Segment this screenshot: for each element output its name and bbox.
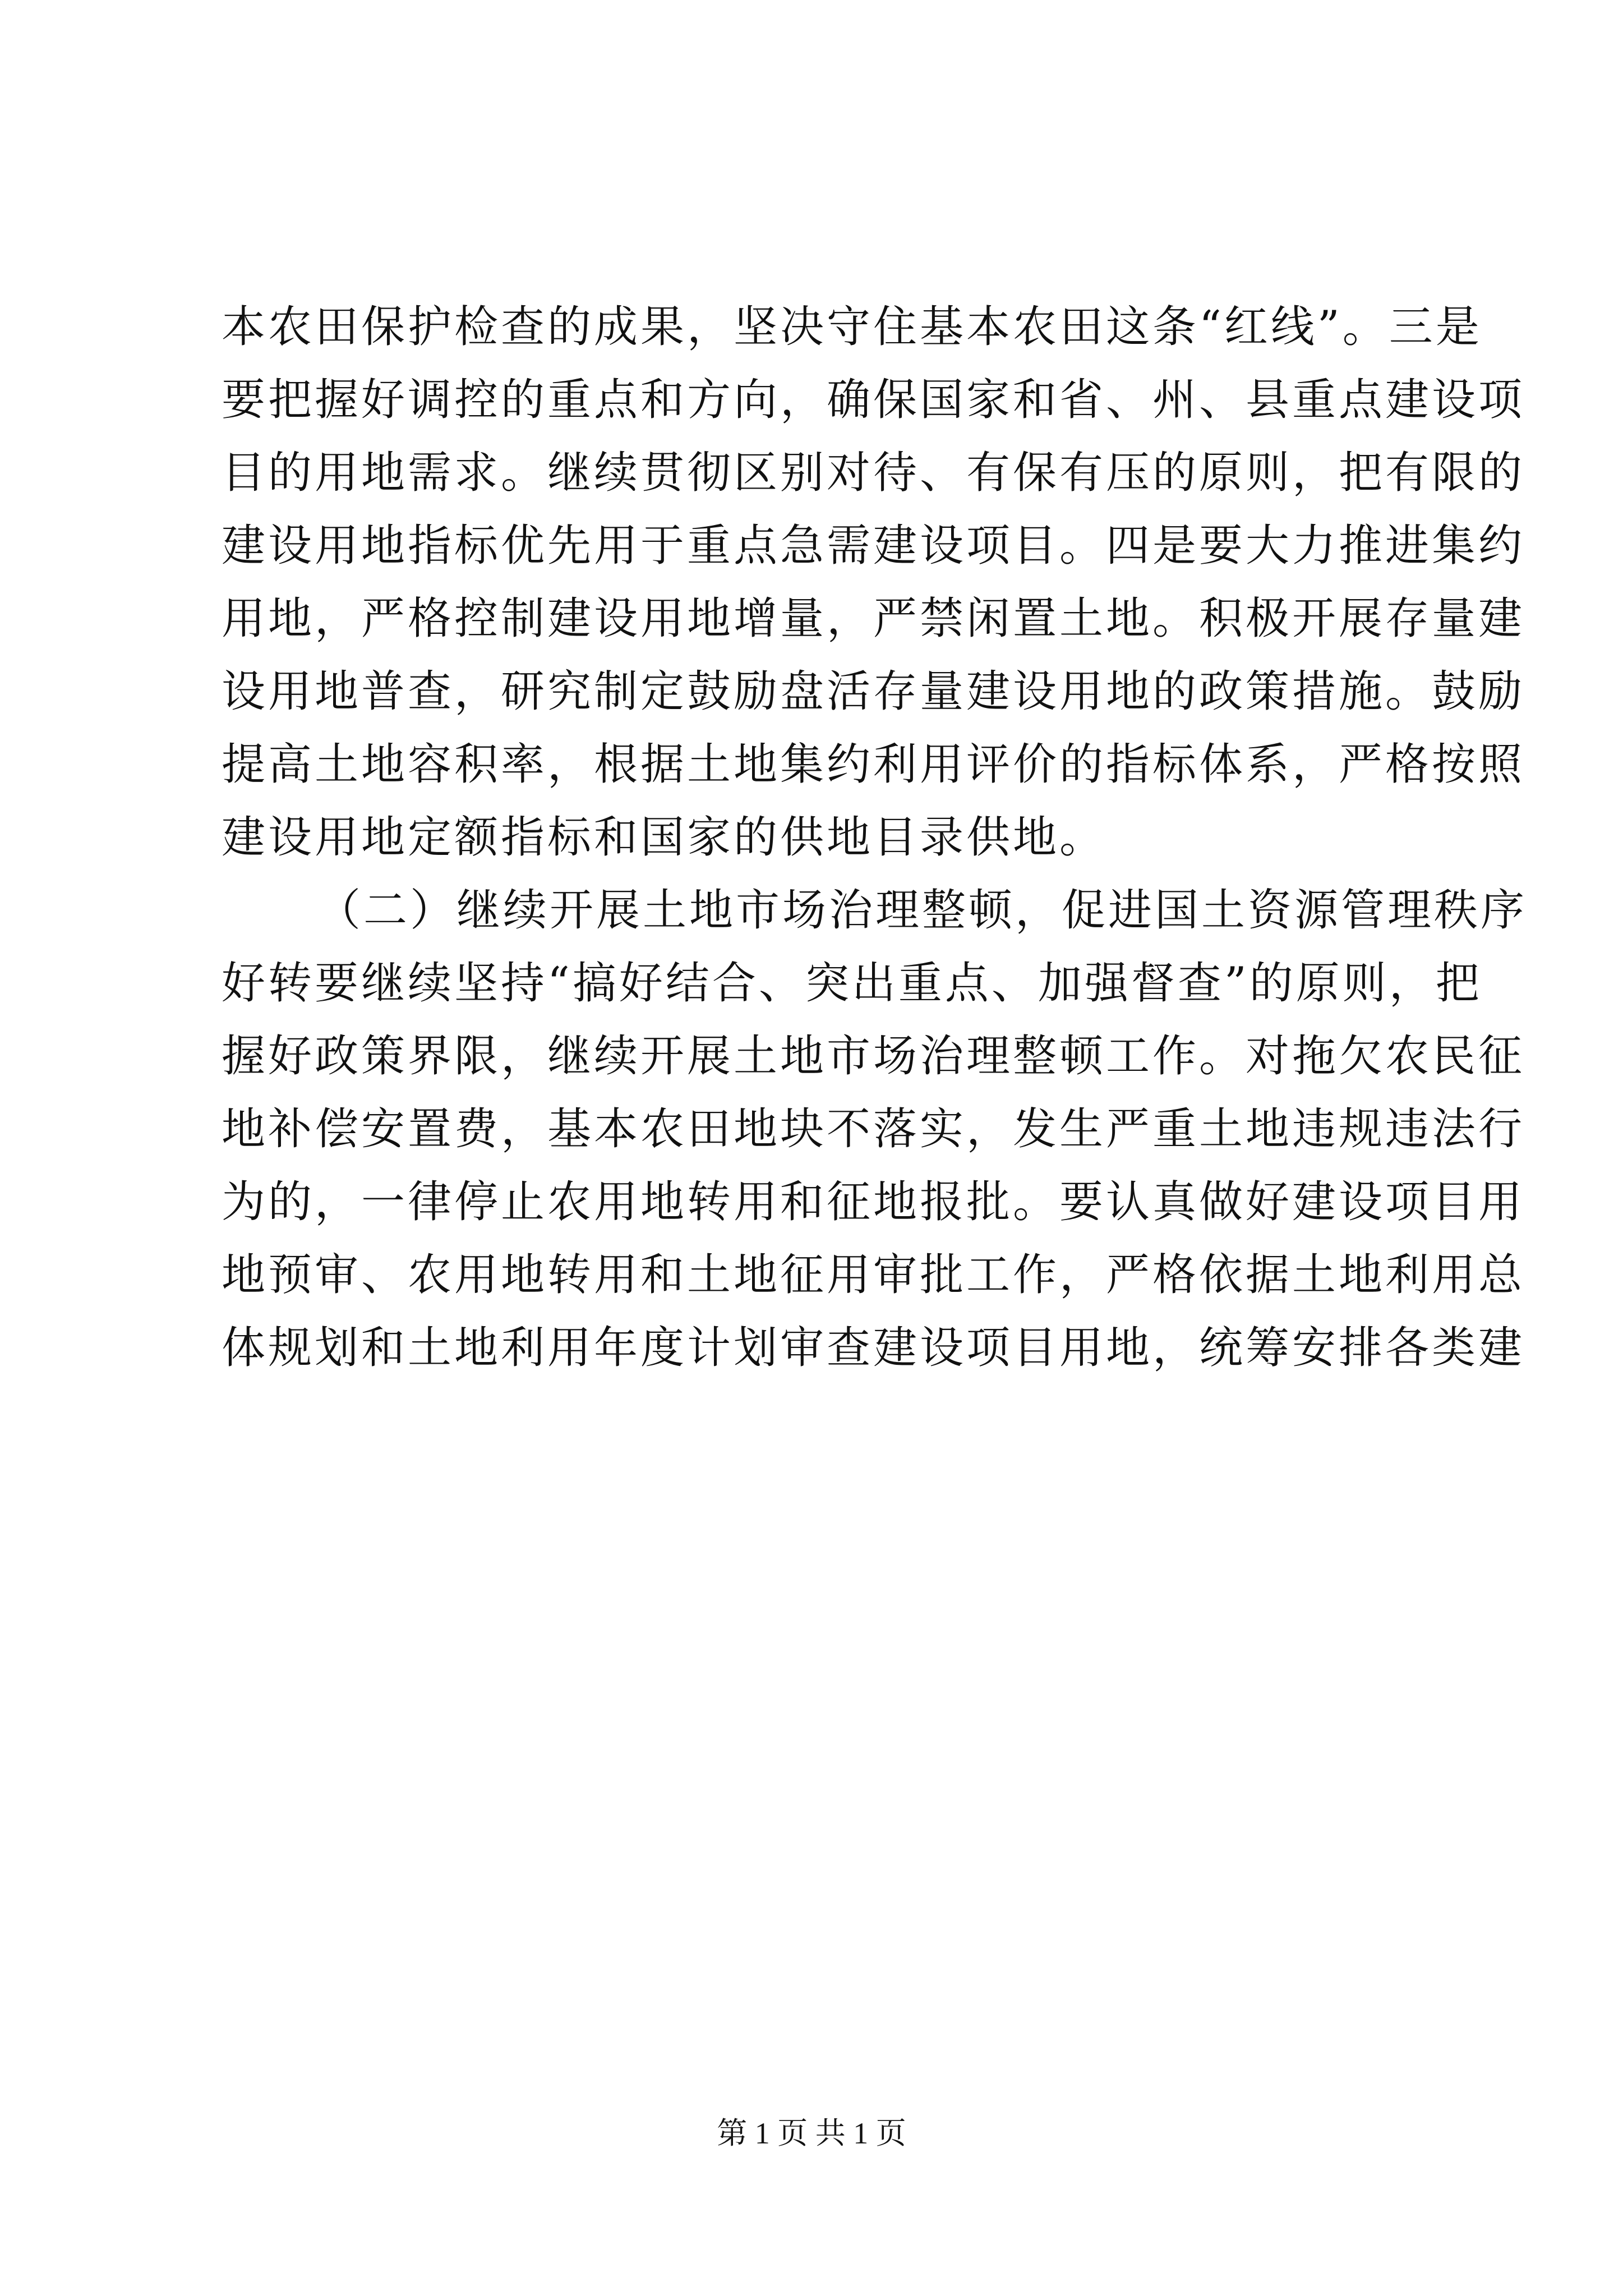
text-line: 要把握好调控的重点和方向，确保国家和省、州、县重点建设项 xyxy=(222,375,1525,425)
text-line: 地补偿安置费，基本农田地块不落实，发生严重土地违规违法行 xyxy=(222,1104,1525,1154)
text-line: 地预审、农用地转用和土地征用审批工作，严格依据土地利用总 xyxy=(222,1250,1525,1300)
page-footer xyxy=(0,2114,1623,2153)
text-line: 体规划和土地利用年度计划审查建设项目用地，统筹安排各类建 xyxy=(222,1323,1525,1373)
text-line: 好转要继续坚持“搞好结合、突出重点、加强督查”的原则，把 xyxy=(222,958,1482,1009)
page-number-label: 第 1 页 共 1 页 xyxy=(717,2116,906,2150)
text-line: 为的，一律停止农用地转用和征地报批。要认真做好建设项目用 xyxy=(222,1177,1525,1227)
text-line: 建设用地定额指标和国家的供地目录供地。 xyxy=(222,812,1106,863)
section-heading-line: （二）继续开展土地市场治理整顿，促进国土资源管理秩序 xyxy=(317,885,1528,936)
text-line: 建设用地指标优先用于重点急需建设项目。四是要大力推进集约 xyxy=(222,521,1525,571)
text-line: 握好政策界限，继续开展土地市场治理整顿工作。对拖欠农民征 xyxy=(222,1031,1525,1082)
text-line: 用地，严格控制建设用地增量，严禁闲置土地。积极开展存量建 xyxy=(222,593,1525,644)
body-text xyxy=(222,291,1528,1384)
text-line: 本农田保护检查的成果，坚决守住基本农田这条“红线”。三是 xyxy=(222,302,1482,352)
text-line: 设用地普查，研究制定鼓励盘活存量建设用地的政策措施。鼓励 xyxy=(222,666,1525,717)
text-line: 提高土地容积率，根据土地集约利用评价的指标体系，严格按照 xyxy=(222,739,1525,790)
text-line: 目的用地需求。继续贯彻区别对待、有保有压的原则，把有限的 xyxy=(222,448,1525,498)
